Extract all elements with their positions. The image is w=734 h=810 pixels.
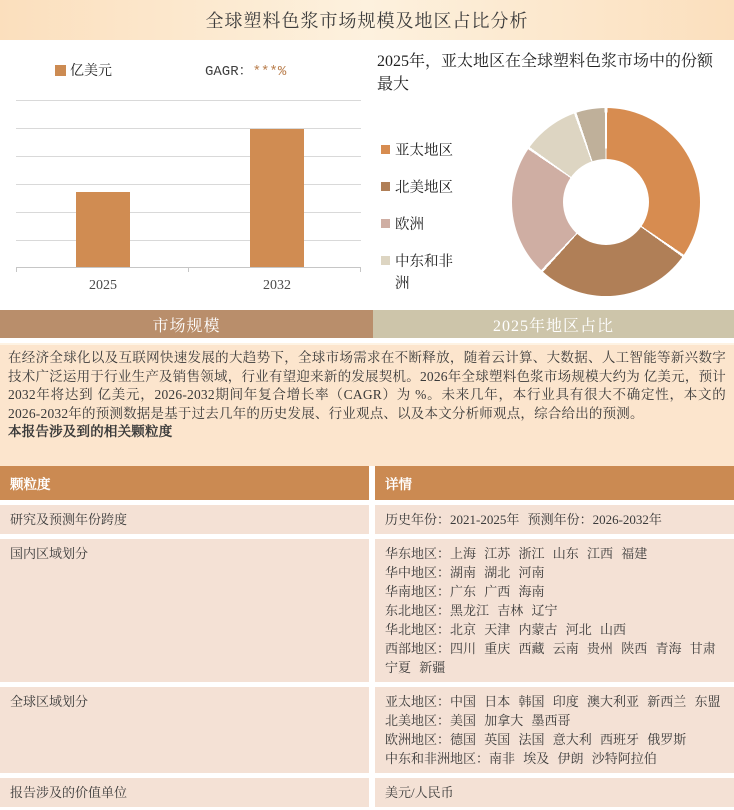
- row-label-cell: 报告涉及的价值单位: [0, 778, 369, 807]
- cagr-masked-value: ***%: [252, 64, 287, 80]
- axis-tick: [360, 267, 361, 272]
- table-row: [0, 778, 734, 807]
- row-details-cell: [375, 539, 734, 682]
- tab-market-size[interactable]: 市场规模: [0, 310, 373, 338]
- page-header: [0, 0, 734, 40]
- row-label-cell: 研究及预测年份跨度: [0, 505, 369, 534]
- row-label-cell: 国内区域划分: [0, 539, 369, 682]
- legend-label: 欧洲: [395, 217, 424, 233]
- bar-chart-legend: [55, 60, 112, 80]
- gridline: [16, 128, 361, 129]
- legend-swatch-icon: [55, 65, 66, 76]
- legend-label: 北美地区: [395, 180, 453, 196]
- gridline: [16, 240, 361, 241]
- detail-line: 美元/人民币: [385, 785, 454, 800]
- gridline: [16, 156, 361, 157]
- bar-2025: [76, 192, 130, 267]
- row-details-cell: [375, 778, 734, 807]
- page-title: 全球塑料色浆市场规模及地区占比分析: [205, 11, 529, 31]
- tab-regional-share[interactable]: 2025年地区占比: [373, 310, 734, 338]
- table-row: [0, 539, 734, 682]
- row-details-cell: [375, 687, 734, 773]
- detail-line: 华北地区：北京 天津 内蒙古 河北 山西: [385, 622, 627, 637]
- legend-marker-icon: [381, 182, 390, 191]
- legend-item: [381, 251, 457, 295]
- detail-line: 北美地区：美国 加拿大 墨西哥: [385, 713, 571, 728]
- gridline: [16, 184, 361, 185]
- donut-hole: [563, 159, 649, 245]
- axis-tick: [188, 267, 189, 272]
- detail-line: 历史年份：2021-2025年 预测年份：2026-2032年: [385, 512, 662, 527]
- detail-line: 欧洲地区：德国 英国 法国 意大利 西班牙 俄罗斯: [385, 732, 687, 747]
- legend-label: 亚太地区: [395, 143, 453, 159]
- axis-tick: [16, 267, 17, 272]
- x-axis-label-2025: 2025: [89, 278, 117, 293]
- column-header-granularity: 颗粒度: [0, 466, 369, 500]
- legend-label: 中东和非洲: [395, 254, 453, 292]
- detail-line: 中东和非洲地区：南非 埃及 伊朗 沙特阿拉伯: [385, 751, 657, 766]
- summary-section: [0, 343, 734, 466]
- summary-paragraph: 在经济全球化以及互联网快速发展的大趋势下，全球市场需求在不断释放，随着云计算、大数据、人工智能等新兴数字技术广泛运用于行业生产及销售领域，行业有望迎来新的发展契机。2026年全球塑料色浆市场规模大约为 亿美元，预计2032年将达到 亿美元，2026-2032期间年复合增长率（CAGR）为 %。未来几年，本行业具有很大不确定性，本文的2026-2032年的预测数据是基于过去几年的历史发展、行业观点、以及本文分析师观点，综合给出的预测。: [8, 350, 726, 421]
- legend-item: [381, 214, 457, 236]
- granularity-table: [0, 466, 734, 807]
- granularity-table-header: [0, 466, 734, 500]
- detail-line: 华东地区：上海 江苏 浙江 山东 江西 福建: [385, 546, 648, 561]
- bar-chart: [0, 40, 367, 308]
- donut-chart: [367, 40, 734, 308]
- gridline: [16, 100, 361, 101]
- charts-section: [0, 40, 734, 308]
- granularity-table-heading: 本报告涉及到的相关颗粒度: [8, 424, 173, 439]
- cagr-prefix: GAGR：: [205, 64, 253, 80]
- donut-chart-title: 2025年，亚太地区在全球塑料色浆市场中的份额最大: [377, 53, 714, 93]
- detail-line: 亚太地区：中国 日本 韩国 印度 澳大利亚 新西兰 东盟: [385, 694, 721, 709]
- legend-marker-icon: [381, 219, 390, 228]
- row-label-cell: 全球区域划分: [0, 687, 369, 773]
- gridline: [16, 212, 361, 213]
- detail-line: 华南地区：广东 广西 海南: [385, 584, 545, 599]
- table-row: [0, 687, 734, 773]
- table-row: [0, 505, 734, 534]
- legend-item: [381, 177, 457, 199]
- granularity-table-body: [0, 505, 734, 807]
- legend-marker-icon: [381, 145, 390, 154]
- bar-chart-plot-area: [16, 100, 361, 293]
- detail-line: 东北地区：黑龙江 吉林 辽宁: [385, 603, 558, 618]
- detail-line: 华中地区：湖南 湖北 河南: [385, 565, 545, 580]
- cagr-annotation: [205, 60, 286, 80]
- column-header-details: 详情: [375, 466, 734, 500]
- section-tabs: [0, 310, 734, 338]
- legend-marker-icon: [381, 256, 390, 265]
- bar-legend-label: 亿美元: [70, 64, 112, 79]
- x-axis-label-2032: 2032: [263, 278, 291, 293]
- detail-line: 西部地区：四川 重庆 西藏 云南 贵州 陕西 青海 甘肃 宁夏 新疆: [385, 641, 716, 675]
- donut-ring: [512, 108, 700, 296]
- donut-legend: [381, 140, 457, 310]
- row-details-cell: [375, 505, 734, 534]
- legend-item: [381, 140, 457, 162]
- bar-2032: [250, 129, 304, 267]
